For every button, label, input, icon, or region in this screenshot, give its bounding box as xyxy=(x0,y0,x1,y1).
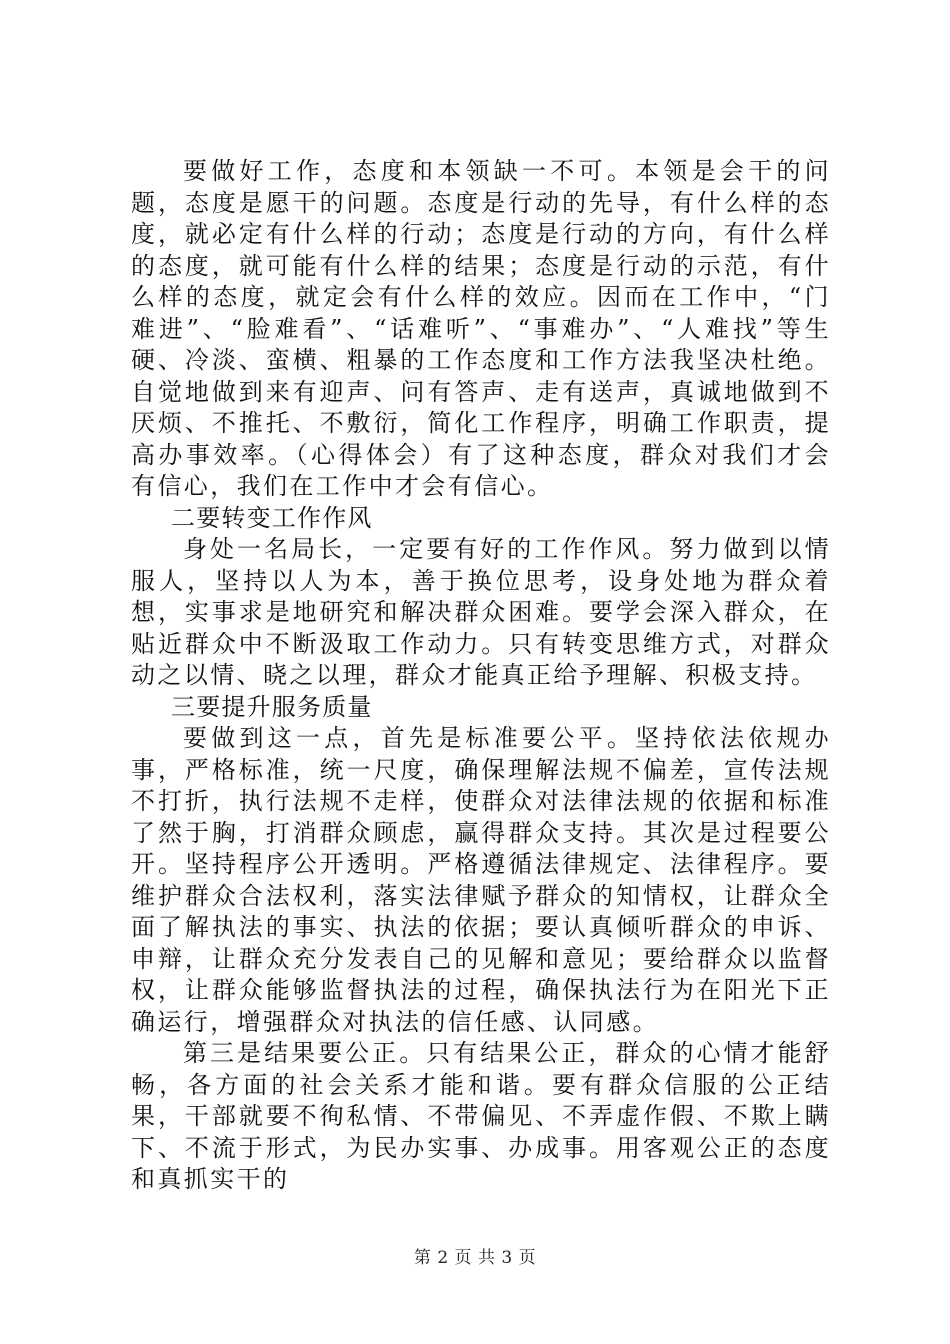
page-number-footer: 第 2 页 共 3 页 xyxy=(413,1248,537,1268)
paragraph-fair-result: 第三是结果要公正。只有结果公正，群众的心情才能舒畅，各方面的社会关系才能和谐。要有群众信服的公正结果，干部就要不徇私情、不带偏见、不弄虚作假、不欺上瞒下、不流于形式，为民办实事、办成事。用客观公正的态度和真抓实干的 xyxy=(131,1039,831,1193)
section-heading-work-style: 二要转变工作作风 xyxy=(171,503,373,532)
paragraph-service-quality: 要做到这一点，首先是标准要公平。坚持依法依规办事，严格标准，统一尺度，确保理解法规不偏差，宣传法规不打折，执行法规不走样，使群众对法律法规的依据和标准了然于胸，打消群众顾虑，赢得群众支持。其次是过程要公开。坚持程序公开透明。严格遵循法律规定、法律程序。要维护群众合法权利，落实法律赋予群众的知情权，让群众全面了解执法的事实、执法的依据；要认真倾听群众的申诉、申辩，让群众充分发表自己的见解和意见；要给群众以监督权，让群众能够监督执法的过程，确保执法行为在阳光下正确运行，增强群众对执法的信任感、认同感。 xyxy=(131,724,831,1036)
paragraph-attitude: 要做好工作，态度和本领缺一不可。本领是会干的问题，态度是愿干的问题。态度是行动的先导，有什么样的态度，就必定有什么样的行动；态度是行动的方向，有什么样的态度，就可能有什么样的结果；态度是行动的示范，有什么样的态度，就定会有什么样的效应。因而在工作中，“门难进”、“脸难看”、“话难听”、“事难办”、“人难找”等生硬、冷淡、蛮横、粗暴的工作态度和工作方法我坚决杜绝。自觉地做到来有迎声、问有答声、走有送声，真诚地做到不厌烦、不推托、不敷衍，简化工作程序，明确工作职责，提高办事效率。（心得体会）有了这种态度，群众对我们才会有信心，我们在工作中才会有信心。 xyxy=(131,157,831,500)
document-body xyxy=(131,156,831,1196)
section-heading-service-quality: 三要提升服务质量 xyxy=(171,692,373,721)
paragraph-work-style: 身处一名局长，一定要有好的工作作风。努力做到以情服人，坚持以人为本，善于换位思考，设身处地为群众着想，实事求是地研究和解决群众困难。要学会深入群众，在贴近群众中不断汲取工作动力。只有转变思维方式，对群众动之以情、晓之以理，群众才能真正给予理解、积极支持。 xyxy=(131,535,831,689)
